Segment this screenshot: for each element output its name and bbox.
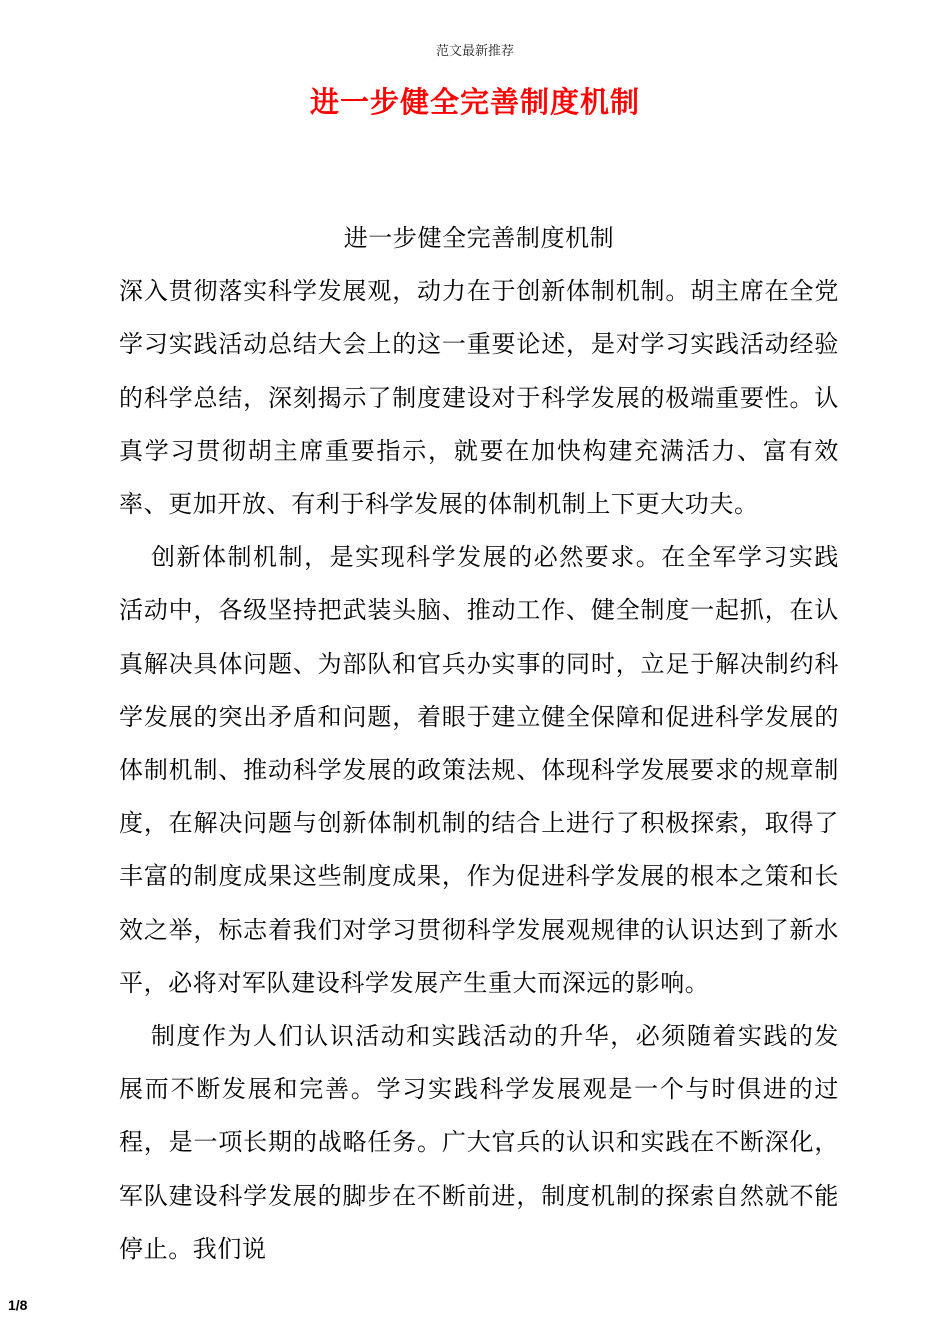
header-note: 范文最新推荐 xyxy=(435,44,514,59)
document-subtitle: 进一步健全完善制度机制 xyxy=(343,224,615,252)
document-title: 进一步健全完善制度机制 xyxy=(309,85,640,119)
document-body xyxy=(119,212,839,1276)
paragraph-3: 制度作为人们认识活动和实践活动的升华，必须随着实践的发展而不断发展和完善。学习实践科学发展观是一个与时俱进的过程，是一项长期的战略任务。广大官兵的认识和实践在不断深化，军队建设科学发展的脚步在不断前进，制度机制的探索自然就不能停止。我们说 xyxy=(119,1022,839,1263)
paragraph-2: 创新体制机制，是实现科学发展的必然要求。在全军学习实践活动中，各级坚持把武装头脑、推动工作、健全制度一起抓，在认真解决具体问题、为部队和官兵办实事的同时，立足于解决制约科学发展的突出矛盾和问题，着眼于建立健全保障和促进科学发展的体制机制、推动科学发展的政策法规、体现科学发展要求的规章制度，在解决问题与创新体制机制的结合上进行了积极探索，取得了丰富的制度成果这些制度成果，作为促进科学发展的根本之策和长效之举，标志着我们对学习贯彻科学发展观规律的认识达到了新水平，必将对军队建设科学发展产生重大而深远的影响。 xyxy=(119,543,839,997)
paragraph-1: 深入贯彻落实科学发展观，动力在于创新体制机制。胡主席在全党学习实践活动总结大会上的这一重要论述，是对学习实践活动经验的科学总结，深刻揭示了制度建设对于科学发展的极端重要性。认真学习贯彻胡主席重要指示，就要在加快构建充满活力、富有效率、更加开放、有利于科学发展的体制机制上下更大功夫。 xyxy=(119,277,839,519)
page-number: 1/8 xyxy=(8,1297,28,1313)
